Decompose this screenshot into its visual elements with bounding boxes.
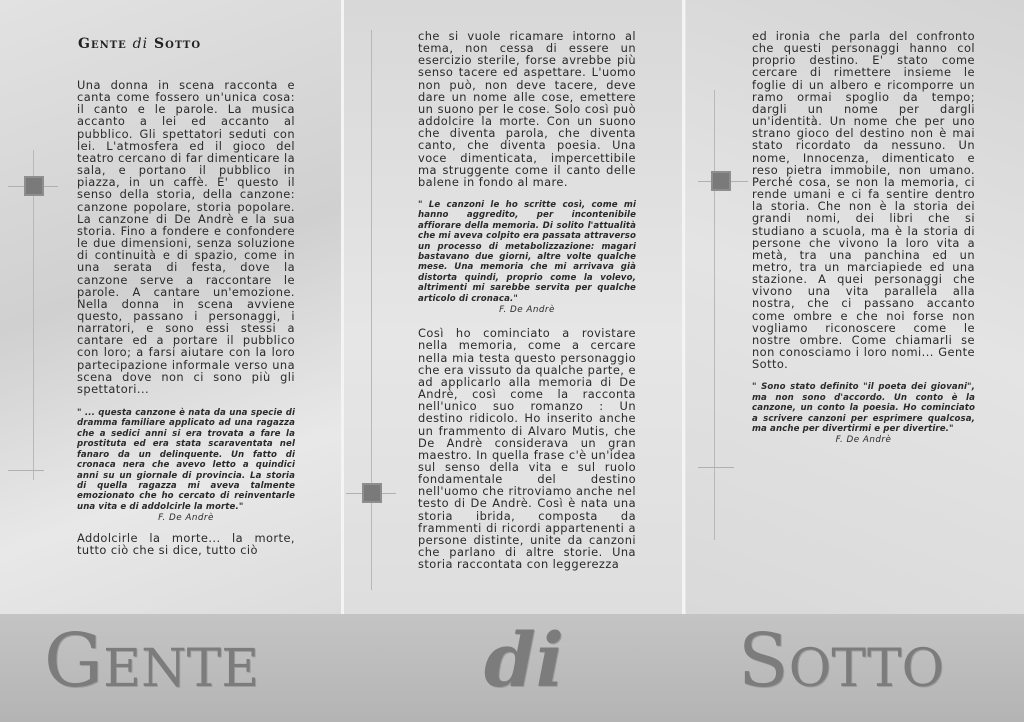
banner-word-gente: GENTE (44, 618, 260, 704)
paragraph: Addolcirle la morte... la morte, tutto ciò che si dice, tutto ciò (77, 531, 295, 558)
decor-vertical-line (33, 150, 34, 480)
banner-word-sotto: SOTTO (738, 618, 945, 704)
quote-author: F. De Andrè (158, 513, 214, 524)
section-title: Gente di Sotto (78, 36, 202, 52)
fold-line-2 (682, 0, 685, 614)
quote: " Le canzoni le ho scritte così, come mi hanno aggredito, per incontenibile affiorare della memoria. Di solito l'attualità che mi aveva colpito era passata attraverso un processo di metabolizzazione: magari bastavano due giorni, altre volte qualche mese. Una memoria che mi arrivava già distorta quindi, proprio come la volevo, altrimenti mi sarebbe servita per qualche articolo di cronaca." (418, 200, 636, 304)
quote: " Sono stato definito "il poeta dei giovani", ma non sono d'accordo. Un conto è la canzone, un conto la poesia. Ho cominciato a scrivere canzoni per esprimere qualcosa, ma anche per divertirmi e per divertire." (752, 382, 975, 434)
decor-horizontal-line (8, 470, 44, 471)
quote-author: F. De Andrè (835, 435, 892, 446)
decor-square (24, 176, 44, 196)
paragraph: che si vuole ricamare intorno al tema, non cessa di essere un esercizio sterile, forse avrebbe più senso tacere ed aspettare. L'uomo non può, non deve tacere, deve dare un nome alle cose, emettere un suono per le cose. Solo così può addolcire la morte. Con un suono che diventa parola, che diventa canto, che diventa poesia. Una voce dimenticata, impercettibile ma struggente come il canto delle balene in fondo al mare. (418, 29, 636, 189)
panel-right-text (752, 30, 975, 447)
decor-vertical-line (714, 90, 715, 540)
quote: " ... questa canzone è nata da una specie di dramma familiare applicato ad una ragazza che a sedici anni si era trovata a fare la prostituta ed era stata scaraventata nel fanaro da un delinquente. Un fatto di cronaca nera che avevo letto a quindici anni su un giornale di provincia. La storia di quella ragazza mi aveva talmente emozionato che ho cercato di reinventarle una vita e di addolcirle la morte." (77, 408, 295, 512)
paragraph: ed ironia che parla del confronto che questi personaggi hanno col proprio destino. E' stato come cercare di rimettere insieme le foglie di un albero e ricomporre un ramo ormai spoglio da tempo; dargli un nome per dargli un'identità. Un nome che per uno strano gioco del destino non è mai stato ricordato da nessuno. Un nome, Innocenza, dimenticato e reso pietra immobile, non umano. Perché cosa, se non la memoria, ci rende umani e ci fa sentire dentro la storia. Che non è la storia dei grandi nomi, dei libri che si studiano a scuola, ma è la storia di persone che vivono la loro vita a metà, tra una panchina ed un metro, tra un marciapiede ed una stazione. A quei personaggi che vivono una vita parallela alla nostra, che ci passano accanto come ombre e che noi forse non vogliamo riconoscere come le nostre ombre. Come chiamarli se non conosciamo i loro nomi... Gente Sotto. (752, 29, 975, 372)
decor-square (711, 171, 731, 191)
panel-left-text (77, 79, 295, 557)
quote-author: F. De Andrè (499, 305, 555, 316)
paragraph: Così ho cominciato a rovistare nella memoria, come a cercare nella mia testa questo personaggio che era vissuto da qualche parte, e ad applicarlo alla memoria di De Andrè, così come la racconta nell'unico suo romanzo : Un destino ridicolo. Ho inserito anche un frammento di Alvaro Mutis, che De Andrè considerava un gran maestro. In quella frase c'è un'idea sul senso della vita e sul ruolo fondamentale del destino nell'uomo che ritroviamo anche nel testo di De Andrè. Così è nata una storia ibrida, composta da frammenti di ricordi appartenenti a persone distinte, unite da canzoni che parlano di altre storie. Una storia raccontata con leggerezza (418, 326, 636, 572)
decor-square (362, 483, 382, 503)
decor-horizontal-line (698, 467, 734, 468)
panel-center-text (418, 30, 636, 570)
banner-word-di: di (484, 618, 564, 704)
decor-vertical-line (371, 30, 372, 590)
paragraph: Una donna in scena racconta e canta come fossero un'unica cosa: il canto e le parole. La musica accanto a lei ed accanto al pubblico. Gli spettatori seduti con lei. L'atmosfera ed il gioco del teatro cercano di far dimenticare la sala, e portano il pubblico in piazza, in un caffè. E' questo il senso della storia, della canzone: canzone popolare, storia popolare. La canzone di De Andrè e la sua storia. Fino a fondere e confondere le due dimensioni, senza soluzione di continuità e di spazio, come in una serata di festa, dove la canzone serve a raccontare le parole. A cantare un'emozione. Nella donna in scena avviene questo, passano i personaggi, i narratori, e sono essi stessi a cantare ed a portare il pubblico con loro; a farsi aiutare con la loro partecipazione informale verso una scena dove non ci sono più gli spettatori... (77, 78, 296, 396)
